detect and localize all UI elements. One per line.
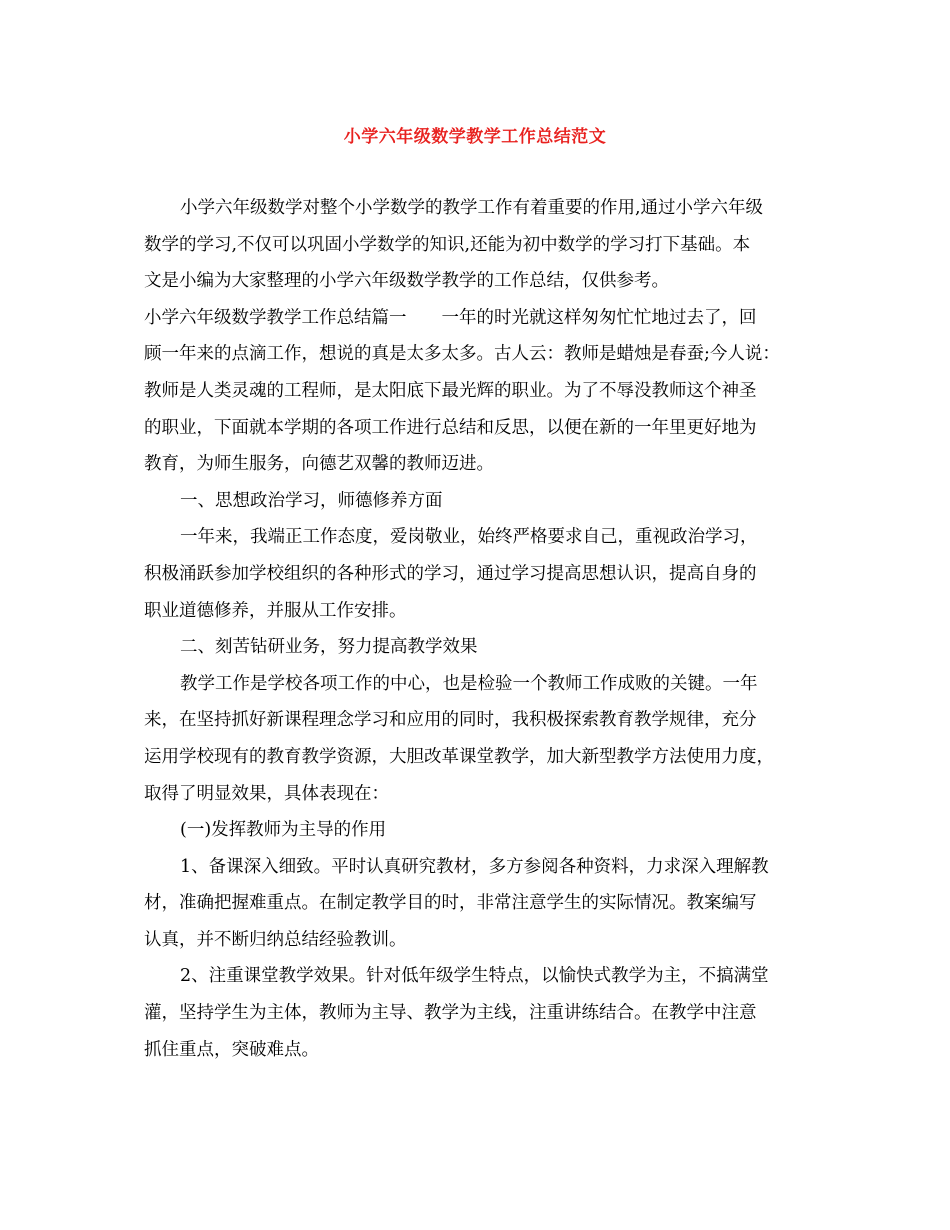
body-line: 顾一年来的点滴工作，想说的真是太多太多。古人云：教师是蜡烛是春蚕;今人说： <box>144 344 780 365</box>
body-line: 职业道德修养，并服从工作安排。 <box>144 600 407 621</box>
body-line: 1、备课深入细致。平时认真研究教材，多方参阅各种资料，力求深入理解教 <box>180 856 769 877</box>
body-line: 积极涌跃参加学校组织的各种形式的学习，通过学习提高思想认识，提高自身的 <box>144 563 757 584</box>
body-line: 小学六年级数学对整个小学数学的教学工作有着重要的作用,通过小学六年级 <box>180 198 764 218</box>
body-line: 教学工作是学校各项工作的中心，也是检验一个教师工作成败的关键。一年 <box>180 673 758 694</box>
body-line: 一年来，我端正工作态度，爱岗敬业，始终严格要求自己，重视政治学习， <box>180 527 758 548</box>
body-line: 文是小编为大家整理的小学六年级数学教学的工作总结，仅供参考。 <box>144 271 669 292</box>
document-body <box>144 190 812 1068</box>
body-line: 灌，坚持学生为主体，教师为主导、教学为主线，注重讲练结合。在教学中注意 <box>144 1003 757 1024</box>
body-line: 的职业，下面就本学期的各项工作进行总结和反思，以便在新的一年里更好地为 <box>144 417 757 438</box>
body-line: 数学的学习,不仅可以巩固小学数学的知识,还能为初中数学的学习打下基础。本 <box>144 234 751 255</box>
body-line: 来，在坚持抓好新课程理念学习和应用的同时，我积极探索教育教学规律，充分 <box>144 710 757 731</box>
body-line: 抓住重点，突破难点。 <box>144 1039 319 1060</box>
document-title: 小学六年级数学教学工作总结范文 <box>343 127 607 147</box>
body-line: 教师是人类灵魂的工程师，是太阳底下最光辉的职业。为了不辱没教师这个神圣 <box>144 380 757 401</box>
body-line: 运用学校现有的教育教学资源，大胆改革课堂教学，加大新型教学方法使用力度， <box>144 746 774 767</box>
body-line: 认真，并不断归纳总结经验教训。 <box>144 929 407 950</box>
body-line: 小学六年级数学教学工作总结篇一 一年的时光就这样匆匆忙忙地过去了，回 <box>144 307 757 328</box>
body-line: 一、思想政治学习，师德修养方面 <box>180 490 443 511</box>
body-line: 2、注重课堂教学效果。针对低年级学生特点，以愉快式教学为主，不搞满堂 <box>180 966 769 987</box>
body-line: 教育，为师生服务，向德艺双馨的教师迈进。 <box>144 454 494 475</box>
body-line: (一)发挥教师为主导的作用 <box>180 820 387 841</box>
body-line: 取得了明显效果，具体表现在： <box>144 783 389 804</box>
body-line: 二、刻苦钻研业务，努力提高教学效果 <box>180 637 478 658</box>
body-line: 材，准确把握难重点。在制定教学目的时，非常注意学生的实际情况。教案编写 <box>144 893 757 914</box>
